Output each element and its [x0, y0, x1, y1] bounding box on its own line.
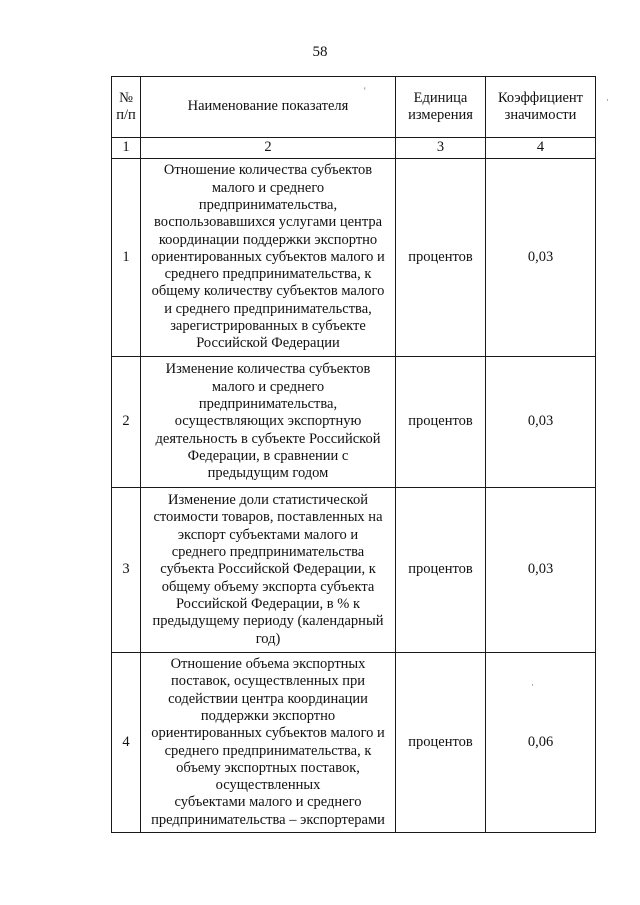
header-name: Наименование показателя [141, 77, 396, 138]
page-number: 58 [312, 44, 328, 60]
unit-cell: процентов [396, 159, 486, 357]
header-num: № п/п [112, 77, 141, 138]
column-number: 2 [141, 138, 396, 159]
indicator-name: Отношение количества субъектов малого и среднего предпринимательства, воспользовавшихся услугами центра координации поддержки экспортно ориентированных субъектов малого и среднего предпринимательства, к общему количеству субъектов малого и среднего предпринимательства, зарегистрированных в субъекте Российской Федерации [141, 159, 396, 357]
indicator-name: Изменение количества субъектов малого и среднего предпринимательства, осуществляющих экспортную деятельность в субъекте Российской Федерации, в сравнении с предыдущим годом [141, 357, 396, 488]
indicator-name: Отношение объема экспортных поставок, осуществленных при содействии центра координации поддержки экспортно ориентированных субъектов малого и среднего предпринимательства, к объему экспортных поставок, осуществленных субъектами малого и среднего предпринимательства – экспортерами [141, 653, 396, 833]
row-number: 3 [112, 488, 141, 653]
table-row [112, 357, 596, 488]
column-number: 3 [396, 138, 486, 159]
unit-cell: процентов [396, 357, 486, 488]
scan-speck: ' [364, 86, 366, 96]
header-unit: Единица измерения [396, 77, 486, 138]
row-number: 2 [112, 357, 141, 488]
scan-speck: · [606, 95, 609, 105]
column-number: 1 [112, 138, 141, 159]
row-number: 4 [112, 653, 141, 833]
coefficient-cell: 0,03 [486, 488, 596, 653]
table-row [112, 653, 596, 833]
table-header-row [112, 77, 596, 138]
table-row [112, 159, 596, 357]
coefficient-cell: 0,03 [486, 159, 596, 357]
indicator-name: Изменение доли статистической стоимости товаров, поставленных на экспорт субъектами малого и среднего предпринимательства субъекта Российской Федерации, к общему объему экспорта субъекта Российской Федерации, в % к предыдущему периоду (календарный год) [141, 488, 396, 653]
unit-cell: процентов [396, 488, 486, 653]
header-coef: Коэффициент значимости [486, 77, 596, 138]
coefficient-cell: 0,03 [486, 357, 596, 488]
column-number: 4 [486, 138, 596, 159]
unit-cell: процентов [396, 653, 486, 833]
scan-speck: · [531, 680, 534, 690]
indicator-table [111, 76, 596, 833]
table-row [112, 488, 596, 653]
row-number: 1 [112, 159, 141, 357]
coefficient-cell: 0,06 [486, 653, 596, 833]
column-number-row [112, 138, 596, 159]
